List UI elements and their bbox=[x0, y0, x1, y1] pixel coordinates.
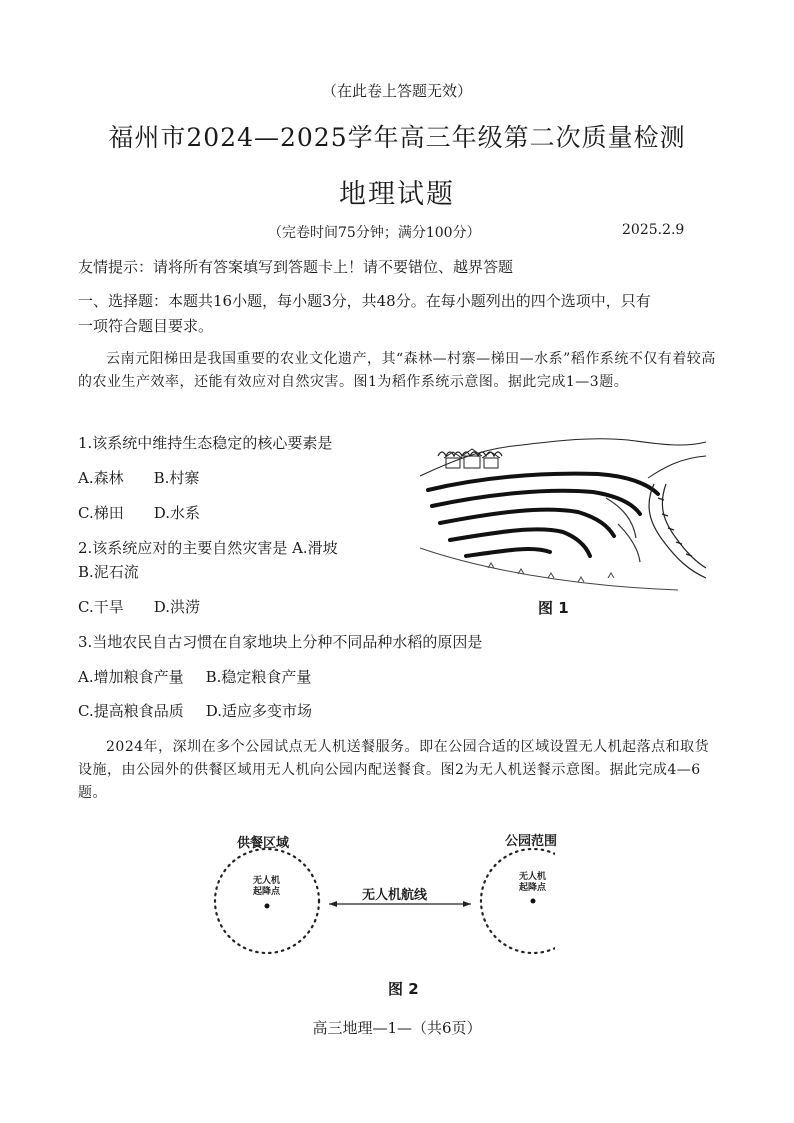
section-heading-line2: 一项符合题目要求。 bbox=[78, 317, 214, 335]
passage-2: 2024年，深圳在多个公园试点无人机送餐服务。即在公园合适的区域设置无人机起落点和取货设施，由公园外的供餐区域用无人机向公园内配送餐食。图2为无人机送餐示意图。据此完成4—6题。 bbox=[78, 739, 710, 801]
park-point-label-line2: 起降点 bbox=[519, 883, 547, 893]
option-2d[interactable]: D.洪涝 bbox=[153, 598, 200, 616]
question-3-options-row1 bbox=[78, 666, 311, 687]
question-1-options-row1 bbox=[78, 467, 199, 488]
option-1a[interactable]: A.森林 bbox=[78, 469, 124, 487]
option-1c[interactable]: C.梯田 bbox=[78, 504, 124, 522]
park-area-label: 公园范围 bbox=[505, 834, 558, 849]
option-3b[interactable]: B.稳定粮食产量 bbox=[205, 668, 312, 686]
option-1b[interactable]: B.村寨 bbox=[153, 469, 200, 487]
exam-date: 2025.2.9 bbox=[622, 222, 685, 238]
page-footer: 高三地理—1—（共6页） bbox=[312, 1019, 482, 1037]
drone-route-label: 无人机航线 bbox=[362, 888, 428, 903]
notice: （在此卷上答题无效） bbox=[321, 82, 472, 100]
option-2c[interactable]: C.干旱 bbox=[78, 598, 124, 616]
park-point-label-line1: 无人机 bbox=[519, 872, 547, 882]
section-heading-line1: 一、选择题：本题共16小题，每小题3分，共48分。在每小题列出的四个选项中，只有 bbox=[78, 292, 651, 310]
option-3d[interactable]: D.适应多变市场 bbox=[205, 702, 312, 720]
option-3c[interactable]: C.提高粮食品质 bbox=[78, 702, 184, 720]
exam-title: 福州市2024—2025学年高三年级第二次质量检测 bbox=[108, 123, 686, 152]
figure-1-terrace-sketch bbox=[418, 428, 708, 593]
supply-landing-point bbox=[265, 904, 270, 909]
supply-area-circle bbox=[215, 849, 319, 953]
question-3-stem: 3.当地农民自古习惯在自家地块上分种不同品种水稻的原因是 bbox=[78, 633, 483, 651]
question-1-options-row2 bbox=[78, 502, 200, 523]
supply-point-label bbox=[253, 876, 280, 898]
route-arrow-left bbox=[329, 901, 337, 907]
question-2-stem: 2.该系统应对的主要自然灾害是 A.滑坡 bbox=[78, 539, 338, 557]
question-3-options-row2 bbox=[78, 700, 312, 721]
route-arrow-right bbox=[463, 901, 471, 907]
option-1d[interactable]: D.水系 bbox=[153, 504, 200, 522]
supply-point-label-line2: 起降点 bbox=[253, 887, 281, 897]
park-landing-point bbox=[531, 899, 536, 904]
passage-1: 云南元阳梯田是我国重要的农业文化遗产，其“森林—村寨—梯田—水系”稻作系统不仅有着较高的农业生产效率，还能有效应对自然灾害。图1为稻作系统示意图。据此完成1—3题。 bbox=[78, 351, 716, 390]
exam-info: （完卷时间75分钟；满分100分） bbox=[268, 225, 481, 241]
option-2b[interactable]: B.泥石流 bbox=[78, 563, 139, 581]
question-2-options-row bbox=[78, 596, 200, 617]
friendly-tip: 友情提示：请将所有答案填写到答题卡上！请不要错位、越界答题 bbox=[78, 258, 514, 276]
park-point-label bbox=[519, 872, 546, 894]
question-1-stem: 1.该系统中维持生态稳定的核心要素是 bbox=[78, 434, 333, 452]
park-area-circle bbox=[481, 849, 555, 953]
supply-point-label-line1: 无人机 bbox=[253, 876, 281, 886]
subject-title: 地理试题 bbox=[339, 179, 455, 210]
option-3a[interactable]: A.增加粮食产量 bbox=[78, 668, 184, 686]
figure-1-caption: 图 1 bbox=[538, 599, 569, 617]
figure-2-caption: 图 2 bbox=[388, 980, 419, 998]
supply-area-label: 供餐区域 bbox=[237, 836, 290, 851]
